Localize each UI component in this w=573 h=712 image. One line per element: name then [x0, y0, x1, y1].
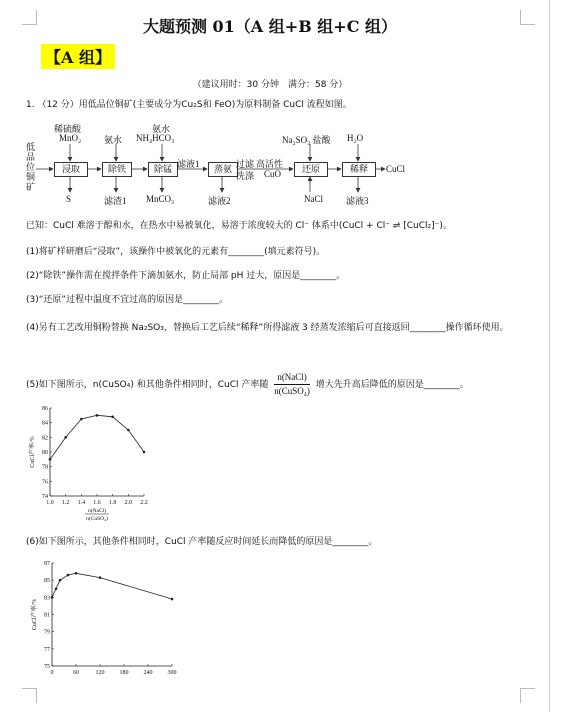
flow-source-label: 低品位铜矿 — [26, 142, 36, 192]
ratio-fraction — [274, 371, 310, 398]
data-point — [96, 414, 99, 417]
y-tick-label: 83 — [44, 595, 50, 602]
sub-question-5-text-b: 增大先升高后降低的原因是________。 — [315, 380, 469, 390]
flow-reagent: 稀硫酸 — [54, 124, 82, 134]
cucl-yield-vs-ratio-chart — [26, 402, 156, 527]
fraction-denominator: n(CuSO₄) — [274, 386, 310, 396]
flow-output: 滤渣1 — [104, 196, 127, 206]
y-tick-label: 85 — [44, 578, 50, 585]
flow-wash-label: 洗涤 — [236, 171, 255, 181]
flow-step-reduction: 还原 — [294, 162, 328, 177]
y-tick-label: 82 — [42, 435, 48, 442]
sub-question-3: (3)“还原”过程中温度不宜过高的原因是________。 — [26, 295, 229, 305]
x-tick-label: 2.0 — [124, 500, 133, 506]
flow-filter-label: 过滤 — [236, 159, 255, 169]
flow-reagent: 氨水 — [152, 124, 171, 134]
y-tick-label: 74 — [42, 494, 48, 500]
x-tick-label: 1.2 — [61, 500, 70, 506]
x-tick-label: 2.2 — [140, 500, 148, 506]
flow-arrows — [24, 120, 524, 210]
flow-active-label: 高活性 — [256, 159, 284, 169]
sub-question-5-text-a: (5)如下图所示，n(CuSO₄) 和其他条件相同时，CuCl 产率随 — [26, 380, 269, 390]
data-point — [75, 572, 78, 575]
flow-output: 滤液3 — [346, 196, 369, 206]
page-edge-line — [549, 0, 550, 712]
series-line — [52, 573, 172, 599]
flow-output: NaCl — [304, 194, 323, 204]
data-point — [99, 576, 102, 579]
flow-step-leaching: 浸取 — [54, 162, 88, 177]
flow-filtrate-label: 滤液1 — [177, 159, 200, 169]
data-point — [80, 418, 83, 421]
x-tick-label: 1.6 — [93, 500, 101, 506]
question-intro: 1. （12 分）用低品位铜矿(主要成分为Cu₂S和 FeO)为原料制备 CuCl 流程如图。 — [26, 100, 352, 110]
y-tick-label: 76 — [42, 479, 48, 486]
y-tick-label: 77 — [44, 646, 50, 653]
data-point — [143, 451, 146, 454]
sub-question-4: (4)另有工艺改用铜粉替换 Na₂SO₃，替换后工艺后续“稀释”所得滤液 3 经蒸发浓缩后可直接返回________操作循环使用。 — [26, 323, 509, 333]
y-axis-label: CuCl产率/% — [30, 436, 36, 468]
data-point — [67, 574, 70, 577]
y-tick-label: 79 — [44, 629, 50, 636]
y-tick-label: 86 — [42, 406, 48, 412]
x-tick-label: 1.4 — [77, 500, 86, 506]
sub-question-2: (2)“除铁”操作需在搅拌条件下滴加氨水，防止局部 pH 过大，原因是________。 — [26, 271, 346, 281]
y-tick-label: 78 — [42, 464, 48, 471]
data-point — [127, 429, 130, 432]
sub-question-1: (1)将矿样研磨后“浸取”，该操作中被氧化的元素有________(填元素符号)。 — [26, 247, 326, 257]
x-tick-label: 180 — [119, 670, 129, 676]
flow-reagent: 氨水 — [104, 135, 123, 145]
flow-reagent: H₂O — [347, 133, 364, 143]
sub-question-5 — [26, 371, 526, 398]
flow-step-ammonia-steaming: 蒸氨 — [208, 162, 238, 177]
data-point — [59, 579, 62, 582]
flow-product-label: CuCl — [386, 164, 406, 174]
y-tick-label: 80 — [42, 450, 48, 456]
page-corner-mark — [22, 688, 37, 703]
x-axis-label-numerator: n(NaCl) — [87, 508, 107, 514]
x-tick-label: 1.0 — [46, 500, 54, 506]
flow-output: MnCO₃ — [146, 194, 175, 204]
y-tick-label: 84 — [42, 420, 48, 427]
data-point — [49, 458, 52, 461]
x-tick-label: 120 — [95, 670, 105, 676]
data-point — [55, 587, 58, 590]
flow-cuo-label: CuO — [264, 169, 282, 179]
x-tick-label: 1.8 — [108, 500, 117, 506]
data-point — [51, 596, 54, 599]
flow-reagent: MnO₂ — [59, 133, 82, 143]
group-label: 【A 组】 — [41, 44, 115, 69]
x-tick-label: 0 — [50, 670, 54, 676]
process-flow-diagram — [24, 120, 524, 210]
page-corner-mark — [520, 688, 535, 703]
document-title: 大题预测 01（A 组+B 组+C 组） — [142, 17, 398, 36]
series-line — [50, 415, 144, 459]
flow-output: S — [66, 194, 72, 204]
x-tick-label: 60 — [73, 670, 79, 676]
known-info: 已知：CuCl 难溶于醇和水，在热水中易被氧化，易溶于浓度较大的 Cl⁻ 体系中(CuCl + Cl⁻ ⇌ [CuCl₂]⁻)。 — [26, 221, 452, 231]
x-axis-label-denominator: n(CuSO₄) — [86, 516, 108, 522]
flow-reagent: NH₄HCO₃ — [136, 133, 175, 143]
y-axis-label: CuCl产率/% — [32, 598, 38, 631]
x-tick-label: 300 — [167, 670, 177, 676]
y-tick-label: 75 — [44, 664, 50, 670]
data-point — [171, 598, 174, 601]
data-point — [111, 416, 114, 419]
y-tick-label: 81 — [44, 612, 50, 619]
time-score-note: （建议用时：30 分钟 满分：58 分） — [192, 80, 348, 90]
flow-step-iron-removal: 除铁 — [102, 162, 132, 177]
y-tick-label: 87 — [44, 561, 50, 567]
cucl-yield-vs-time-chart — [26, 555, 186, 682]
flow-reagent: Na₂SO₃ 盐酸 — [282, 135, 331, 145]
data-point — [64, 436, 67, 439]
flow-step-dilution: 稀释 — [342, 162, 376, 177]
sub-question-6: (6)如下图所示，其他条件相同时，CuCl 产率随反应时间延长而降低的原因是________。 — [26, 537, 378, 547]
flow-step-manganese-removal: 除锰 — [148, 162, 178, 177]
flow-output: 滤液2 — [208, 196, 231, 206]
fraction-numerator: n(NaCl) — [274, 371, 310, 385]
x-tick-label: 240 — [143, 670, 153, 676]
